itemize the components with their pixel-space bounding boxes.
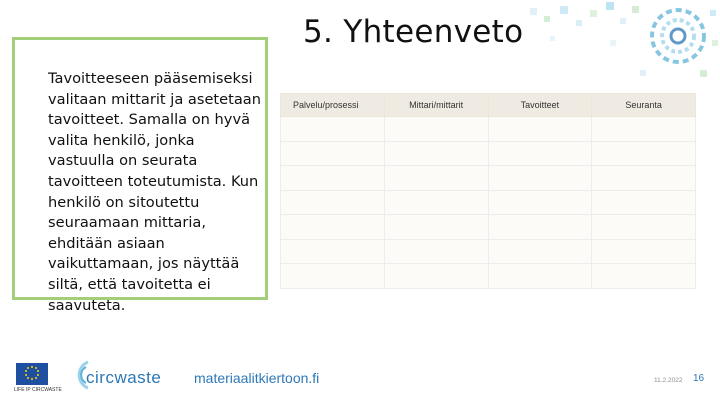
table-cell — [384, 239, 488, 264]
table-cell — [281, 166, 385, 191]
table-cell — [488, 166, 592, 191]
table-row — [281, 264, 696, 289]
table-row — [281, 166, 696, 191]
table-cell — [592, 264, 696, 289]
eu-flag-logo — [16, 363, 48, 385]
table-row — [281, 190, 696, 215]
page-number: 16 — [693, 373, 705, 384]
eu-stars-icon — [16, 363, 48, 385]
table-row — [281, 239, 696, 264]
col-header-metric: Mittari/mittarit — [384, 94, 488, 117]
eu-program-label: LIFE IP CIRCWASTE — [14, 387, 62, 393]
col-header-service: Palvelu/prosessi — [281, 94, 385, 117]
site-link[interactable]: materiaalitkiertoon.fi — [194, 370, 320, 386]
table-cell — [488, 264, 592, 289]
body-paragraph: Tavoitteeseen pääsemiseksi valitaan mittarit ja asetetaan tavoitteet. Samalla on hyvä valita henkilö, jonka vastuulla on seurata tavoitteen toteutumista. Kun henkilö on sitoutettu seuraamaan mittaria, ehditään asiaan vaikuttamaan, jos näyttää siltä, että tavoitetta ei saavuteta. — [48, 70, 261, 314]
table-cell — [384, 141, 488, 166]
col-header-monitoring: Seuranta — [592, 94, 696, 117]
table-cell — [488, 190, 592, 215]
table-cell — [488, 215, 592, 240]
table-cell — [592, 117, 696, 142]
table-row — [281, 141, 696, 166]
table-cell — [592, 239, 696, 264]
decorative-icon-pattern — [520, 0, 720, 90]
slide-date: 11.2.2022 — [654, 377, 683, 384]
table-cell — [281, 141, 385, 166]
table-cell — [281, 239, 385, 264]
col-header-targets: Tavoitteet — [488, 94, 592, 117]
table-row — [281, 117, 696, 142]
table-cell — [384, 117, 488, 142]
circwaste-logo-text: circwaste — [86, 368, 162, 387]
table-cell — [592, 190, 696, 215]
table-cell — [488, 141, 592, 166]
slide-title: 5. Yhteenveto — [303, 14, 524, 50]
table-cell — [384, 190, 488, 215]
table-cell — [384, 264, 488, 289]
table-header-row — [281, 94, 696, 117]
table-cell — [281, 264, 385, 289]
table-cell — [592, 141, 696, 166]
table-cell — [281, 117, 385, 142]
table-cell — [281, 190, 385, 215]
table-cell — [281, 215, 385, 240]
table-cell — [384, 166, 488, 191]
table-cell — [488, 117, 592, 142]
table-cell — [592, 215, 696, 240]
table-cell — [488, 239, 592, 264]
table-cell — [592, 166, 696, 191]
table-cell — [384, 215, 488, 240]
planning-table — [280, 93, 696, 289]
table-row — [281, 215, 696, 240]
